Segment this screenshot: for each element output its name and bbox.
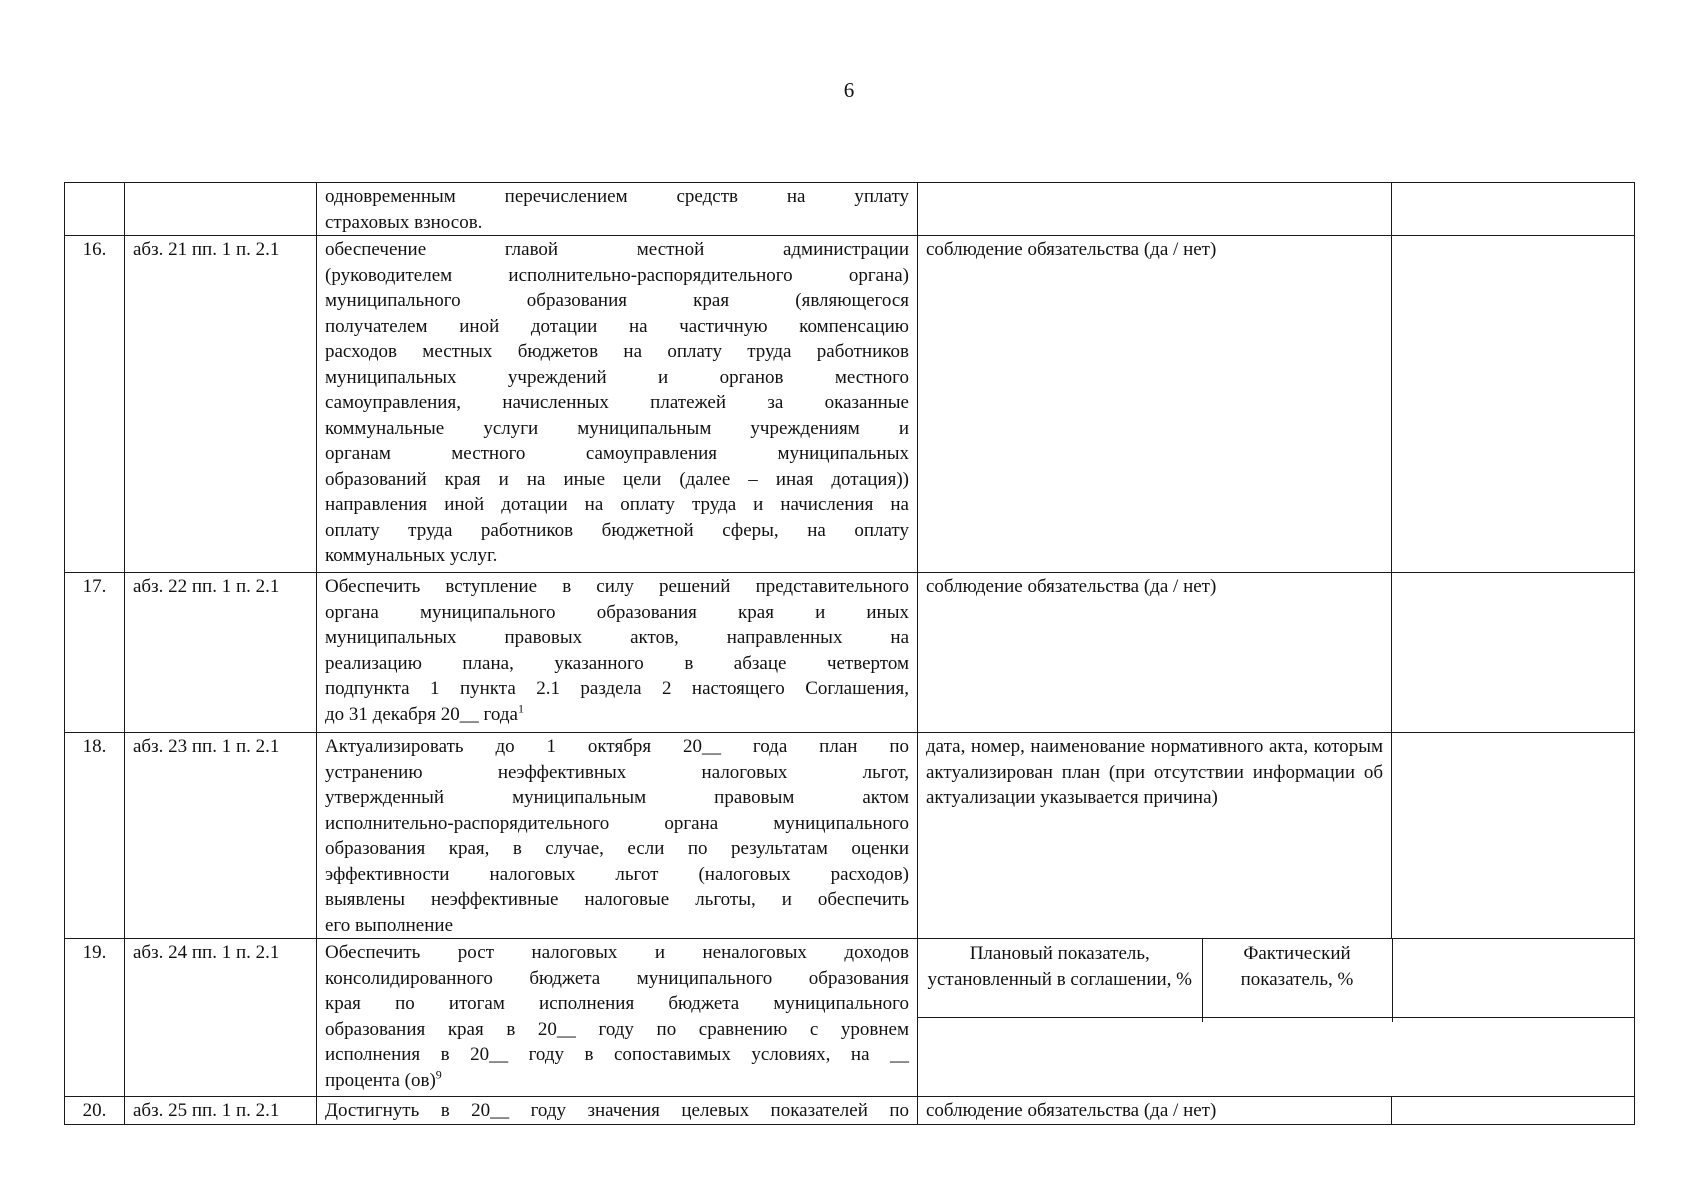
- row-text: [317, 1097, 918, 1125]
- text-line: его выполнение: [325, 914, 454, 936]
- row-text: [317, 733, 918, 939]
- page-number: 6: [843, 78, 855, 102]
- row-value: [1392, 1097, 1635, 1125]
- text-line: эффективности налоговых льгот (налоговых расходов): [325, 863, 909, 885]
- row-text: [317, 236, 918, 573]
- text-line: подпункта 1 пункта 2.1 раздела 2 настоящего Соглашения,: [325, 678, 909, 699]
- text-line: Обеспечить вступление в силу решений представительного: [325, 576, 909, 597]
- text-line: консолидированного бюджета муниципального образования: [325, 967, 909, 989]
- row-value: [1392, 573, 1635, 733]
- row-reference: абз. 25 пп. 1 п. 2.1: [125, 1097, 317, 1125]
- text-line: самоуправления, начисленных платежей за оказанные: [325, 392, 909, 413]
- row-number: 18.: [65, 733, 125, 939]
- row-number: 17.: [65, 573, 125, 733]
- row-number: 20.: [65, 1097, 125, 1125]
- text-line: коммунальные услуги муниципальным учреждениям и: [325, 417, 909, 439]
- text-line: органам местного самоуправления муниципальных: [325, 443, 909, 464]
- text-line: исполнения в 20__ году в сопоставимых условиях, на __: [325, 1044, 909, 1065]
- indicator-subtable: [918, 939, 1635, 1022]
- planned-indicator-value: [918, 1017, 1202, 1022]
- table-row: [65, 183, 1635, 236]
- text-line: Достигнуть в 20__ году значения целевых показателей по: [325, 1100, 909, 1121]
- text-line: [325, 734, 909, 760]
- row-reference: абз. 24 пп. 1 п. 2.1: [125, 939, 317, 1097]
- table-row: [65, 236, 1635, 573]
- text-line: страховых взносов.: [325, 211, 483, 233]
- text-line: получателем иной дотации на частичную компенсацию: [325, 315, 909, 337]
- planned-indicator-header: Плановый показатель, установленный в соглашении, %: [918, 939, 1202, 1017]
- row-indicator: соблюдение обязательства (да / нет): [918, 1097, 1392, 1125]
- text-line: муниципального образования края (являющегося: [325, 290, 909, 311]
- text-line: (руководителем исполнительно-распорядительного органа): [325, 264, 909, 286]
- row-value: [1392, 183, 1635, 236]
- table-row: [65, 573, 1635, 733]
- text-line: устранению неэффективных налоговых льгот,: [325, 761, 909, 783]
- text-line: одновременным перечислением средств на уплату: [325, 186, 909, 207]
- text-line: Обеспечить рост налоговых и неналоговых доходов: [325, 942, 909, 963]
- text-line: образований края и на иные цели (далее – иная дотация)): [325, 468, 909, 490]
- text-line-content: процента (ов): [325, 1069, 436, 1091]
- row-text: [317, 573, 918, 733]
- row-indicator: соблюдение обязательства (да / нет): [918, 236, 1392, 573]
- table-row: [65, 939, 1635, 1097]
- actual-indicator-header: Фактический показатель, %: [1202, 939, 1392, 1017]
- text-line: образования края в 20__ году по сравнению с уровнем: [325, 1018, 909, 1040]
- text-line: [325, 1068, 909, 1094]
- text-line: выявлены неэффективные налоговые льготы, и обеспечить: [325, 889, 909, 910]
- row-indicator: дата, номер, наименование нормативного акта, которым актуализирован план (при отсутствии информации об актуализации указывается причина): [918, 733, 1392, 939]
- indicator-subtable-cell: [918, 939, 1635, 1097]
- text-line: направления иной дотации на оплату труда и начисления на: [325, 494, 909, 515]
- text-line: [325, 702, 909, 728]
- obligations-table: [64, 182, 1635, 1125]
- row-number: 16.: [65, 236, 125, 573]
- text-line: исполнительно-распорядительного органа муниципального: [325, 812, 909, 834]
- footnote-mark: 9: [435, 1067, 442, 1082]
- text-line-content: до 31 декабря 20__ года: [325, 703, 518, 725]
- text-line: коммунальных услуг.: [325, 545, 498, 566]
- text-line: оплату труда работников бюджетной сферы, на оплату: [325, 519, 909, 541]
- row-reference: абз. 21 пп. 1 п. 2.1: [125, 236, 317, 573]
- row-text: [317, 183, 918, 236]
- text-line: муниципальных правовых актов, направленных на: [325, 627, 909, 648]
- row-value: [1392, 236, 1635, 573]
- row-indicator: соблюдение обязательства (да / нет): [918, 573, 1392, 733]
- footnote-mark: 1: [517, 701, 524, 716]
- text-line: образования края, в случае, если по результатам оценки: [325, 838, 909, 859]
- text-line-content: Актуализировать до 1 октября 20__ года план по: [325, 736, 909, 757]
- row-value: [1392, 733, 1635, 939]
- row-value: [1392, 1017, 1635, 1022]
- table-row: [65, 1097, 1635, 1125]
- table-row: [65, 733, 1635, 939]
- text-line: расходов местных бюджетов на оплату труда работников: [325, 341, 909, 362]
- row-number: 19.: [65, 939, 125, 1097]
- row-text: [317, 939, 918, 1097]
- text-line: муниципальных учреждений и органов местного: [325, 366, 909, 388]
- text-line: органа муниципального образования края и иных: [325, 601, 909, 623]
- actual-indicator-value: [1202, 1017, 1392, 1022]
- row-number: [65, 183, 125, 236]
- row-reference: абз. 23 пп. 1 п. 2.1: [125, 733, 317, 939]
- row-reference: абз. 22 пп. 1 п. 2.1: [125, 573, 317, 733]
- row-indicator: [918, 183, 1392, 236]
- row-value: [1392, 939, 1635, 1017]
- text-line: края по итогам исполнения бюджета муниципального: [325, 993, 909, 1014]
- text-line: обеспечение главой местной администрации: [325, 239, 909, 260]
- row-reference: [125, 183, 317, 236]
- text-line: утвержденный муниципальным правовым актом: [325, 787, 909, 808]
- text-line: реализацию плана, указанного в абзаце четвертом: [325, 652, 909, 674]
